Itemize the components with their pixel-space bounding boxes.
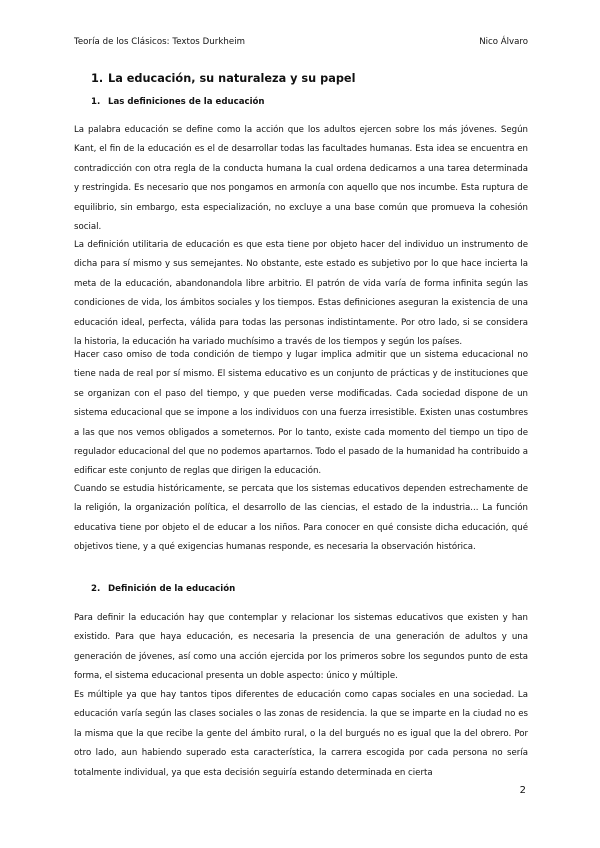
subsection-title: Las definiciones de la educación: [108, 97, 265, 107]
subsection-heading: [91, 584, 235, 594]
paragraph: La definición utilitaria de educación es que esta tiene por objeto hacer del individuo un instrumento de dicha para sí mismo y sus semejantes. No obstante, este estado es subjetivo por lo que hace incierta la meta de la educación, abandonandola libre arbitrio. El patrón de vida varía de forma infinita según las condiciones de vida, los ámbitos sociales y los tiempos. Estas definiciones aseguran la existencia de una educación ideal, perfecta, válida para todas las personas indistintamente. Por otro lado, si se considera la historia, la educación ha variado muchísimo a través de los tiempos y según los países.: [74, 240, 528, 348]
header-author: Nico Álvaro: [479, 37, 528, 47]
paragraph: Para definir la educación hay que contemplar y relacionar los sistemas educativos que existen y han existido. Para que haya educación, es necesaria la presencia de una generación de adultos y una generación de jóvenes, así como una acción ejercida por los primeros sobre los segundos punto de esta forma, el sistema educacional presenta un doble aspecto: único y múltiple.: [74, 613, 528, 682]
section-title: La educación, su naturaleza y su papel: [108, 72, 356, 85]
subsection-title: Definición de la educación: [108, 584, 236, 594]
page-number: 2: [519, 785, 526, 796]
header-document-title: Teoría de los Clásicos: Textos Durkheim: [74, 37, 246, 47]
section-number: 1.: [91, 72, 104, 85]
subsection-heading: [91, 97, 265, 107]
paragraph: Es múltiple ya que hay tantos tipos diferentes de educación como capas sociales en una sociedad. La educación varía según las clases sociales o las zonas de residencia. la que se imparte en la ciudad no es la misma que la que recibe la gente del ámbito rural, o la del burgués no es igual que la del obrero. Por otro lado, aun habiendo superado esta característica, la carrera escogida por cada persona no sería totalmente individual, ya que esta decisión seguiría estando determinada en cierta: [74, 690, 528, 778]
subsection-number: 2.: [91, 584, 101, 594]
section-heading: [91, 72, 355, 85]
paragraph: Hacer caso omiso de toda condición de tiempo y lugar implica admitir que un sistema educacional no tiene nada de real por sí mismo. El sistema educativo es un conjunto de prácticas y de instituciones que se organizan con el paso del tiempo, y que pueden verse modificadas. Cada sociedad dispone de un sistema educacional que se impone a los individuos con una fuerza irresistible. Existen unas costumbres a las que nos vemos obligados a someternos. Por lo tanto, existe cada momento del tiempo un tipo de regulador educacional del que no podemos apartarnos. Todo el pasado de la humanidad ha contribuido a edificar este conjunto de reglas que dirigen la educación.: [74, 350, 528, 477]
paragraph: La palabra educación se define como la acción que los adultos ejercen sobre los más jóvenes. Según Kant, el fin de la educación es el de desarrollar todas las facultades humanas. Esta idea se encuentra en contradicción con otra regla de la conducta humana la cual ordena dedicarnos a una tarea determinada y restringida. Es necesario que nos pongamos en armonía con aquello que nos incumbe. Esta ruptura de equilibrio, sin embargo, esta especialización, no excluye a una base común que promueva la cohesión social.: [74, 125, 528, 233]
paragraph: Cuando se estudia históricamente, se percata que los sistemas educativos dependen estrechamente de la religión, la organización política, el desarrollo de las ciencias, el estado de la industria... La función educativa tiene por objeto el de educar a los niños. Para conocer en qué consiste dicha educación, qué objetivos tiene, y a qué exigencias humanas responde, es necesaria la observación histórica.: [74, 484, 528, 553]
subsection-number: 1.: [91, 97, 101, 107]
